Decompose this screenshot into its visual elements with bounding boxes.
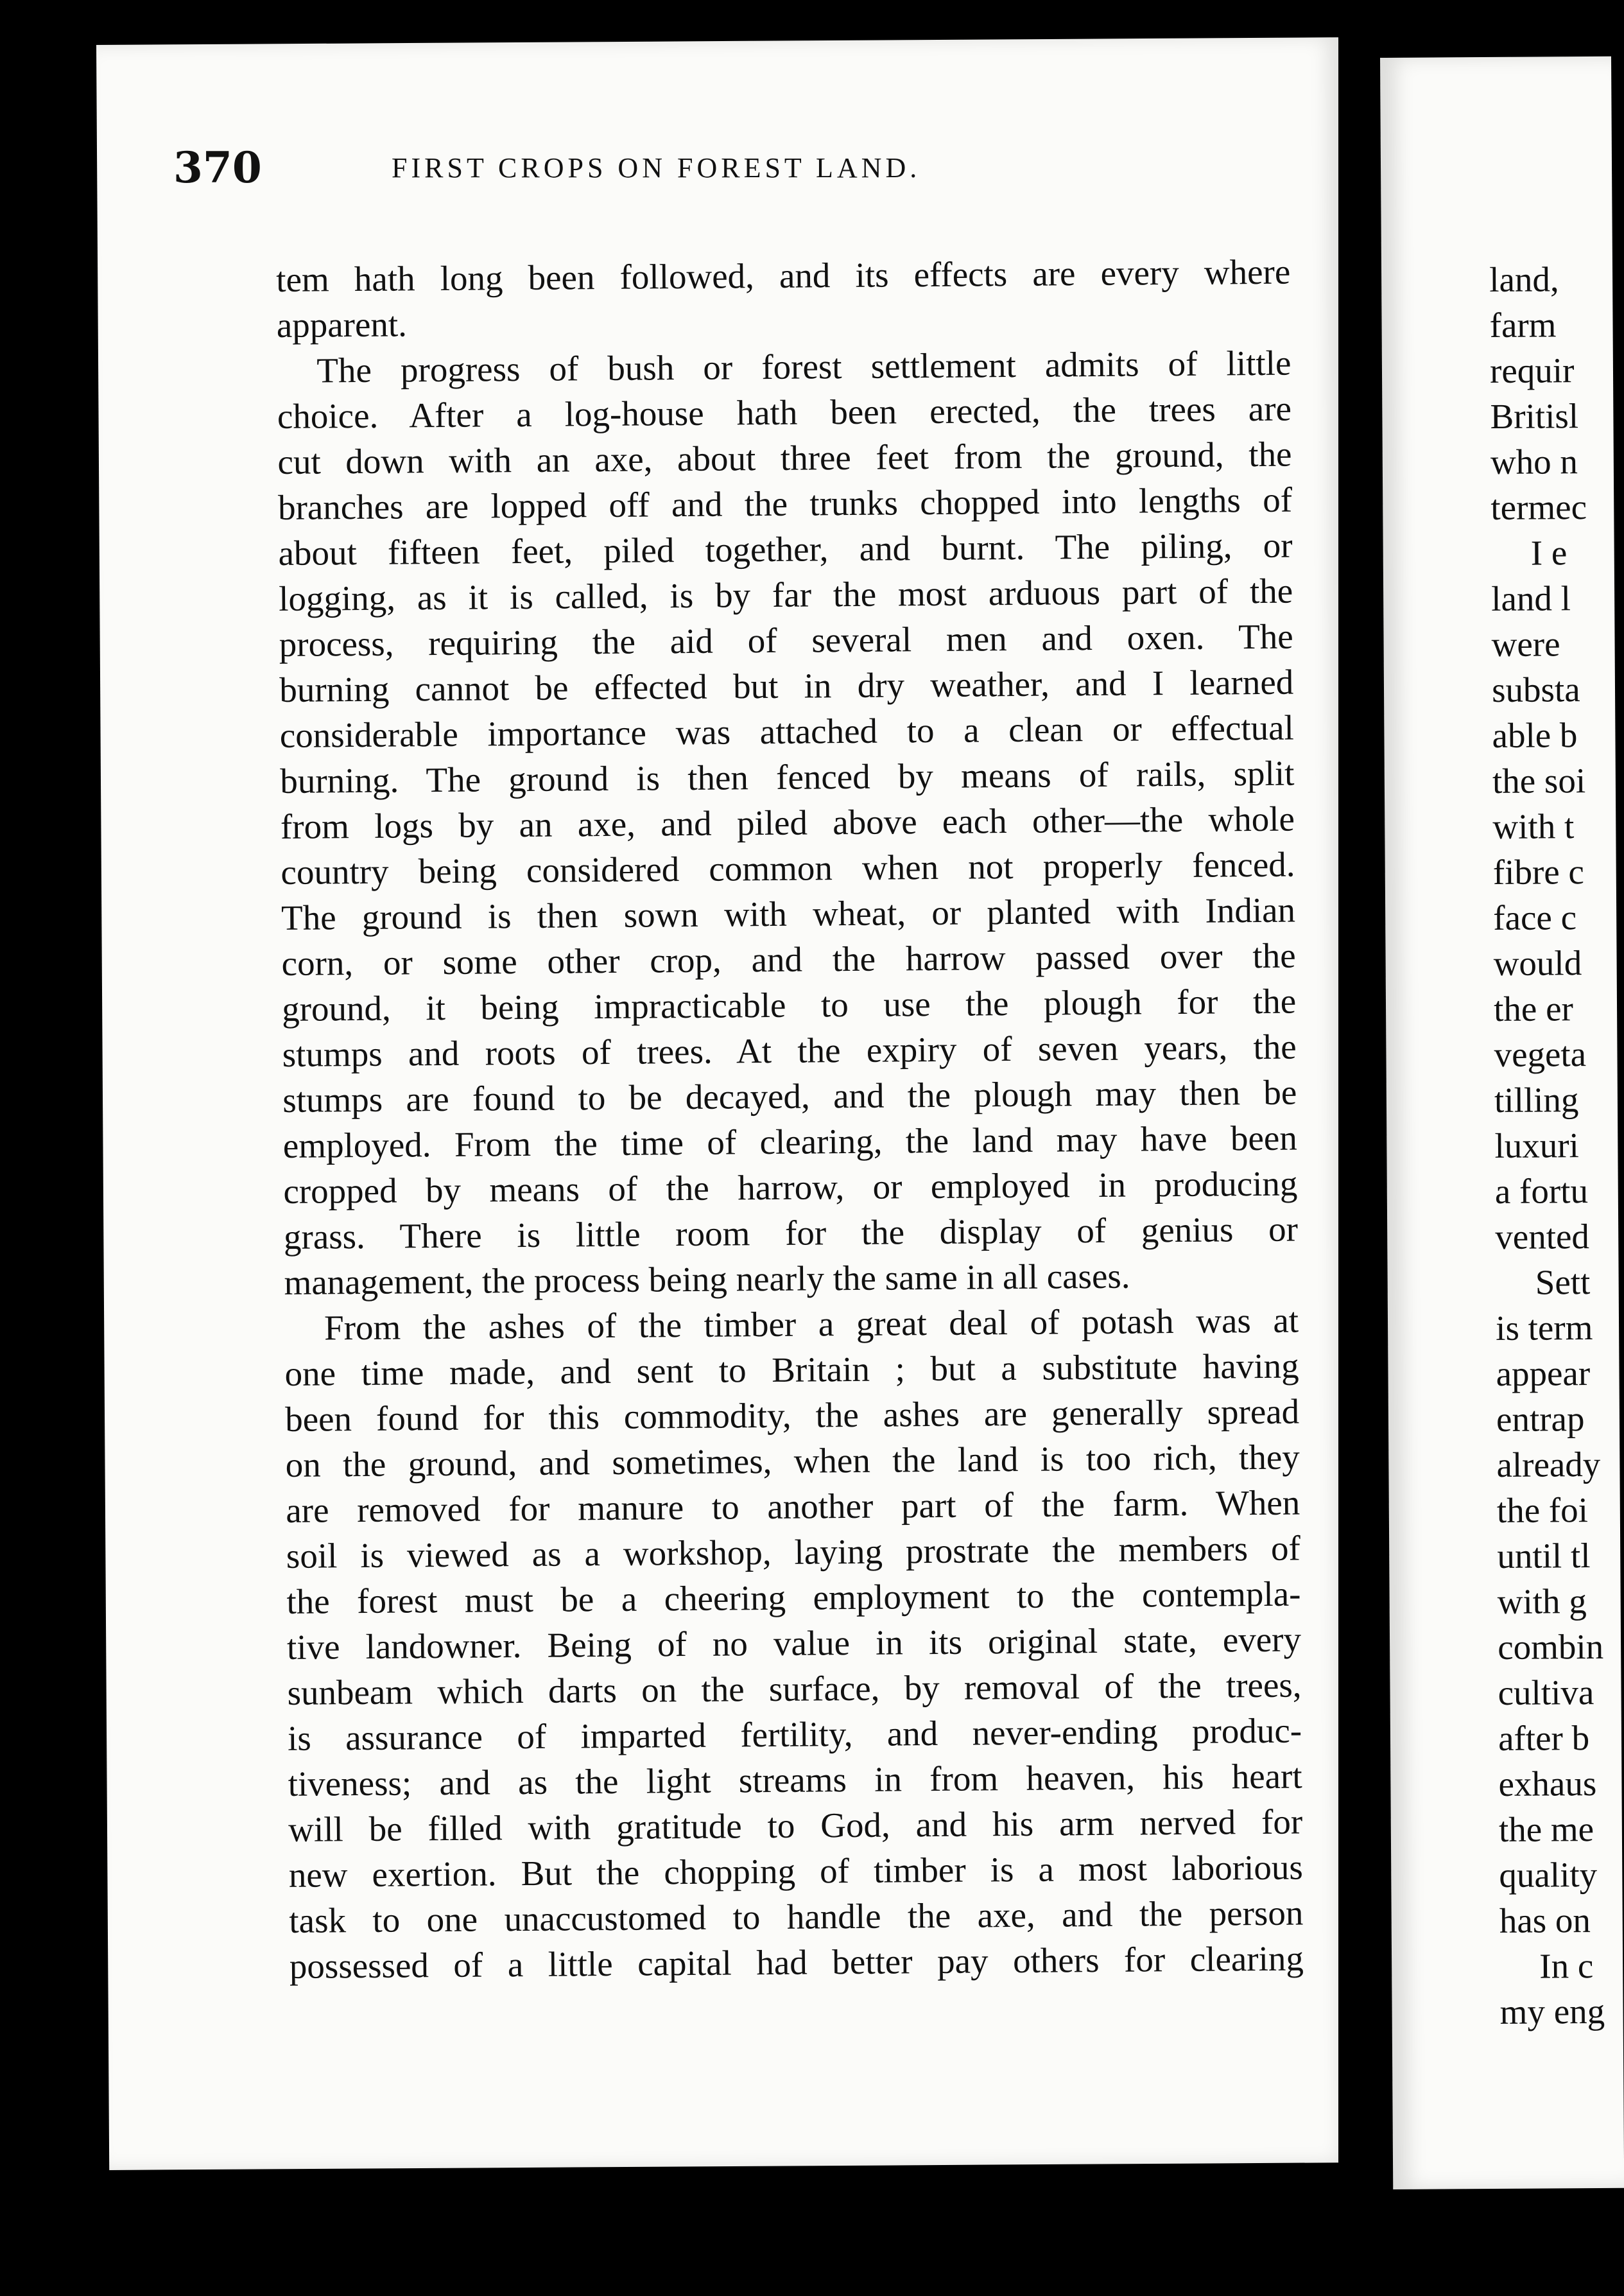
text-line-fragment: a fortu [1494,1171,1589,1211]
text-line: new exertion. But the chopping of timber is a most laborious [288,1847,1303,1895]
text-line-fragment: with g [1497,1581,1587,1621]
text-line-fragment: appear [1496,1353,1591,1393]
text-line: is assurance of imparted fertility, and never-ending produc- [287,1710,1302,1758]
text-line-fragment: the me [1498,1809,1594,1849]
text-line-fragment: I e [1530,533,1568,573]
text-line-fragment: entrap [1496,1399,1585,1439]
text-line: on the ground, and sometimes, when the land is too rich, they [285,1437,1300,1484]
text-line: possessed of a little capital had better pay others for clearing [289,1938,1304,1986]
text-line-fragment: able b [1492,715,1578,755]
running-title: FIRST CROPS ON FOREST LAND. [392,152,921,184]
text-line-fragment: has on [1499,1900,1591,1940]
right-page-partial-text [1489,256,1603,2035]
text-line-fragment: Sett [1535,1262,1591,1302]
text-line: management, the process being nearly the same in all cases. [284,1256,1130,1302]
text-line: stumps and roots of trees. At the expiry of seven years, the [282,1027,1297,1074]
running-head [173,143,1265,213]
text-line-fragment: vegeta [1494,1034,1587,1074]
text-line: grass. There is little room for the display of genius or [283,1209,1299,1257]
book-gutter [1338,0,1380,2296]
text-line-fragment: quality [1499,1855,1598,1895]
text-line: corn, or some other crop, and the harrow passed over the [281,935,1296,983]
text-line-fragment: the er [1493,989,1574,1029]
text-line: choice. After a log-house hath been erected, the trees are [277,388,1292,436]
text-line: tem hath long been followed, and its effects are every where [276,252,1291,299]
text-line: country being considered common when not properly fenced. [281,844,1295,892]
text-line-fragment: farm [1489,305,1557,345]
text-line-fragment: combin [1498,1626,1604,1667]
text-line-fragment: is term [1496,1308,1593,1348]
text-line-fragment: the soi [1492,761,1586,801]
text-line: employed. From the time of clearing, the land may have been [282,1118,1298,1165]
text-line: logging, as it is called, is by far the most arduous part of the [278,571,1293,618]
text-line: about fifteen feet, piled together, and burnt. The piling, or [278,525,1293,573]
text-line: burning cannot be effected but in dry weather, and I learned [279,662,1294,709]
text-line-fragment: were [1491,624,1560,664]
text-line: task to one unaccustomed to handle the axe, and the person [289,1893,1304,1940]
text-line-fragment: exhaus [1498,1764,1597,1804]
text-line: tive landowner. Being of no value in its original state, every [286,1619,1302,1667]
text-line-fragment: requir [1489,351,1575,390]
text-line: burning. The ground is then fenced by means of rails, split [280,753,1295,801]
text-line-fragment: termec [1490,487,1587,527]
text-line: apparent. [276,304,408,345]
text-line-fragment: already [1496,1444,1601,1484]
text-line: from logs by an axe, and piled above each other—the whole [280,799,1295,846]
text-line: ground, it being impracticable to use the plough for the [281,981,1297,1029]
text-line-fragment: after b [1498,1718,1590,1758]
text-line-fragment: land l [1491,578,1571,618]
text-line: one time made, and sent to Britain ; but a substitute having [284,1346,1299,1393]
text-line-fragment: luxuri [1494,1126,1580,1165]
page-number: 370 [173,143,262,193]
text-line-fragment: In c [1539,1946,1594,1986]
text-line: tiveness; and as the light streams in from heaven, his heart [288,1756,1302,1804]
text-line-fragment: who n [1490,442,1578,482]
text-line-fragment: would [1493,943,1582,983]
text-line: the forest must be a cheering employment to the contempla- [286,1574,1301,1621]
text-line: sunbeam which darts on the surface, by removal of the trees, [287,1665,1302,1712]
text-line-fragment: cultiva [1498,1673,1594,1712]
text-line-fragment: substa [1491,670,1580,709]
text-line: From the ashes of the timber a great deal of potash was at [324,1300,1299,1348]
text-line-fragment: fibre c [1492,852,1585,892]
text-line-fragment: until tl [1497,1536,1591,1576]
text-line: The ground is then sown with wheat, or planted with Indian [281,890,1296,937]
text-line: been found for this commodity, the ashes are generally spread [284,1391,1300,1439]
text-line-fragment: with t [1492,806,1575,846]
text-line: stumps are found to be decayed, and the plough may then be [282,1072,1297,1120]
left-page-body-text [276,249,1304,1989]
text-line: process, requiring the aid of several men and oxen. The [279,616,1293,664]
text-line-fragment: vented [1495,1217,1590,1257]
text-line-fragment: land, [1489,259,1559,299]
text-line-fragment: the foi [1496,1490,1589,1530]
text-line-fragment: face c [1493,898,1577,937]
text-line-fragment: tilling [1494,1080,1579,1120]
text-line-fragment: my eng [1499,1991,1605,2031]
text-line: The progress of bush or forest settlement admits of little [316,343,1291,390]
text-line: are removed for manure to another part of the farm. When [286,1483,1300,1530]
text-line-fragment: Britisl [1490,396,1579,436]
text-line: cut down with an axe, about three feet from the ground, the [277,434,1292,482]
text-line: considerable importance was attached to a clean or effectual [279,708,1295,755]
text-line: will be filled with gratitude to God, and his arm nerved for [288,1802,1303,1849]
text-line: soil is viewed as a workshop, laying prostrate the members of [286,1528,1301,1576]
text-line: branches are lopped off and the trunks chopped into lengths of [277,480,1293,527]
text-line: cropped by means of the harrow, or employed in producing [283,1163,1298,1211]
